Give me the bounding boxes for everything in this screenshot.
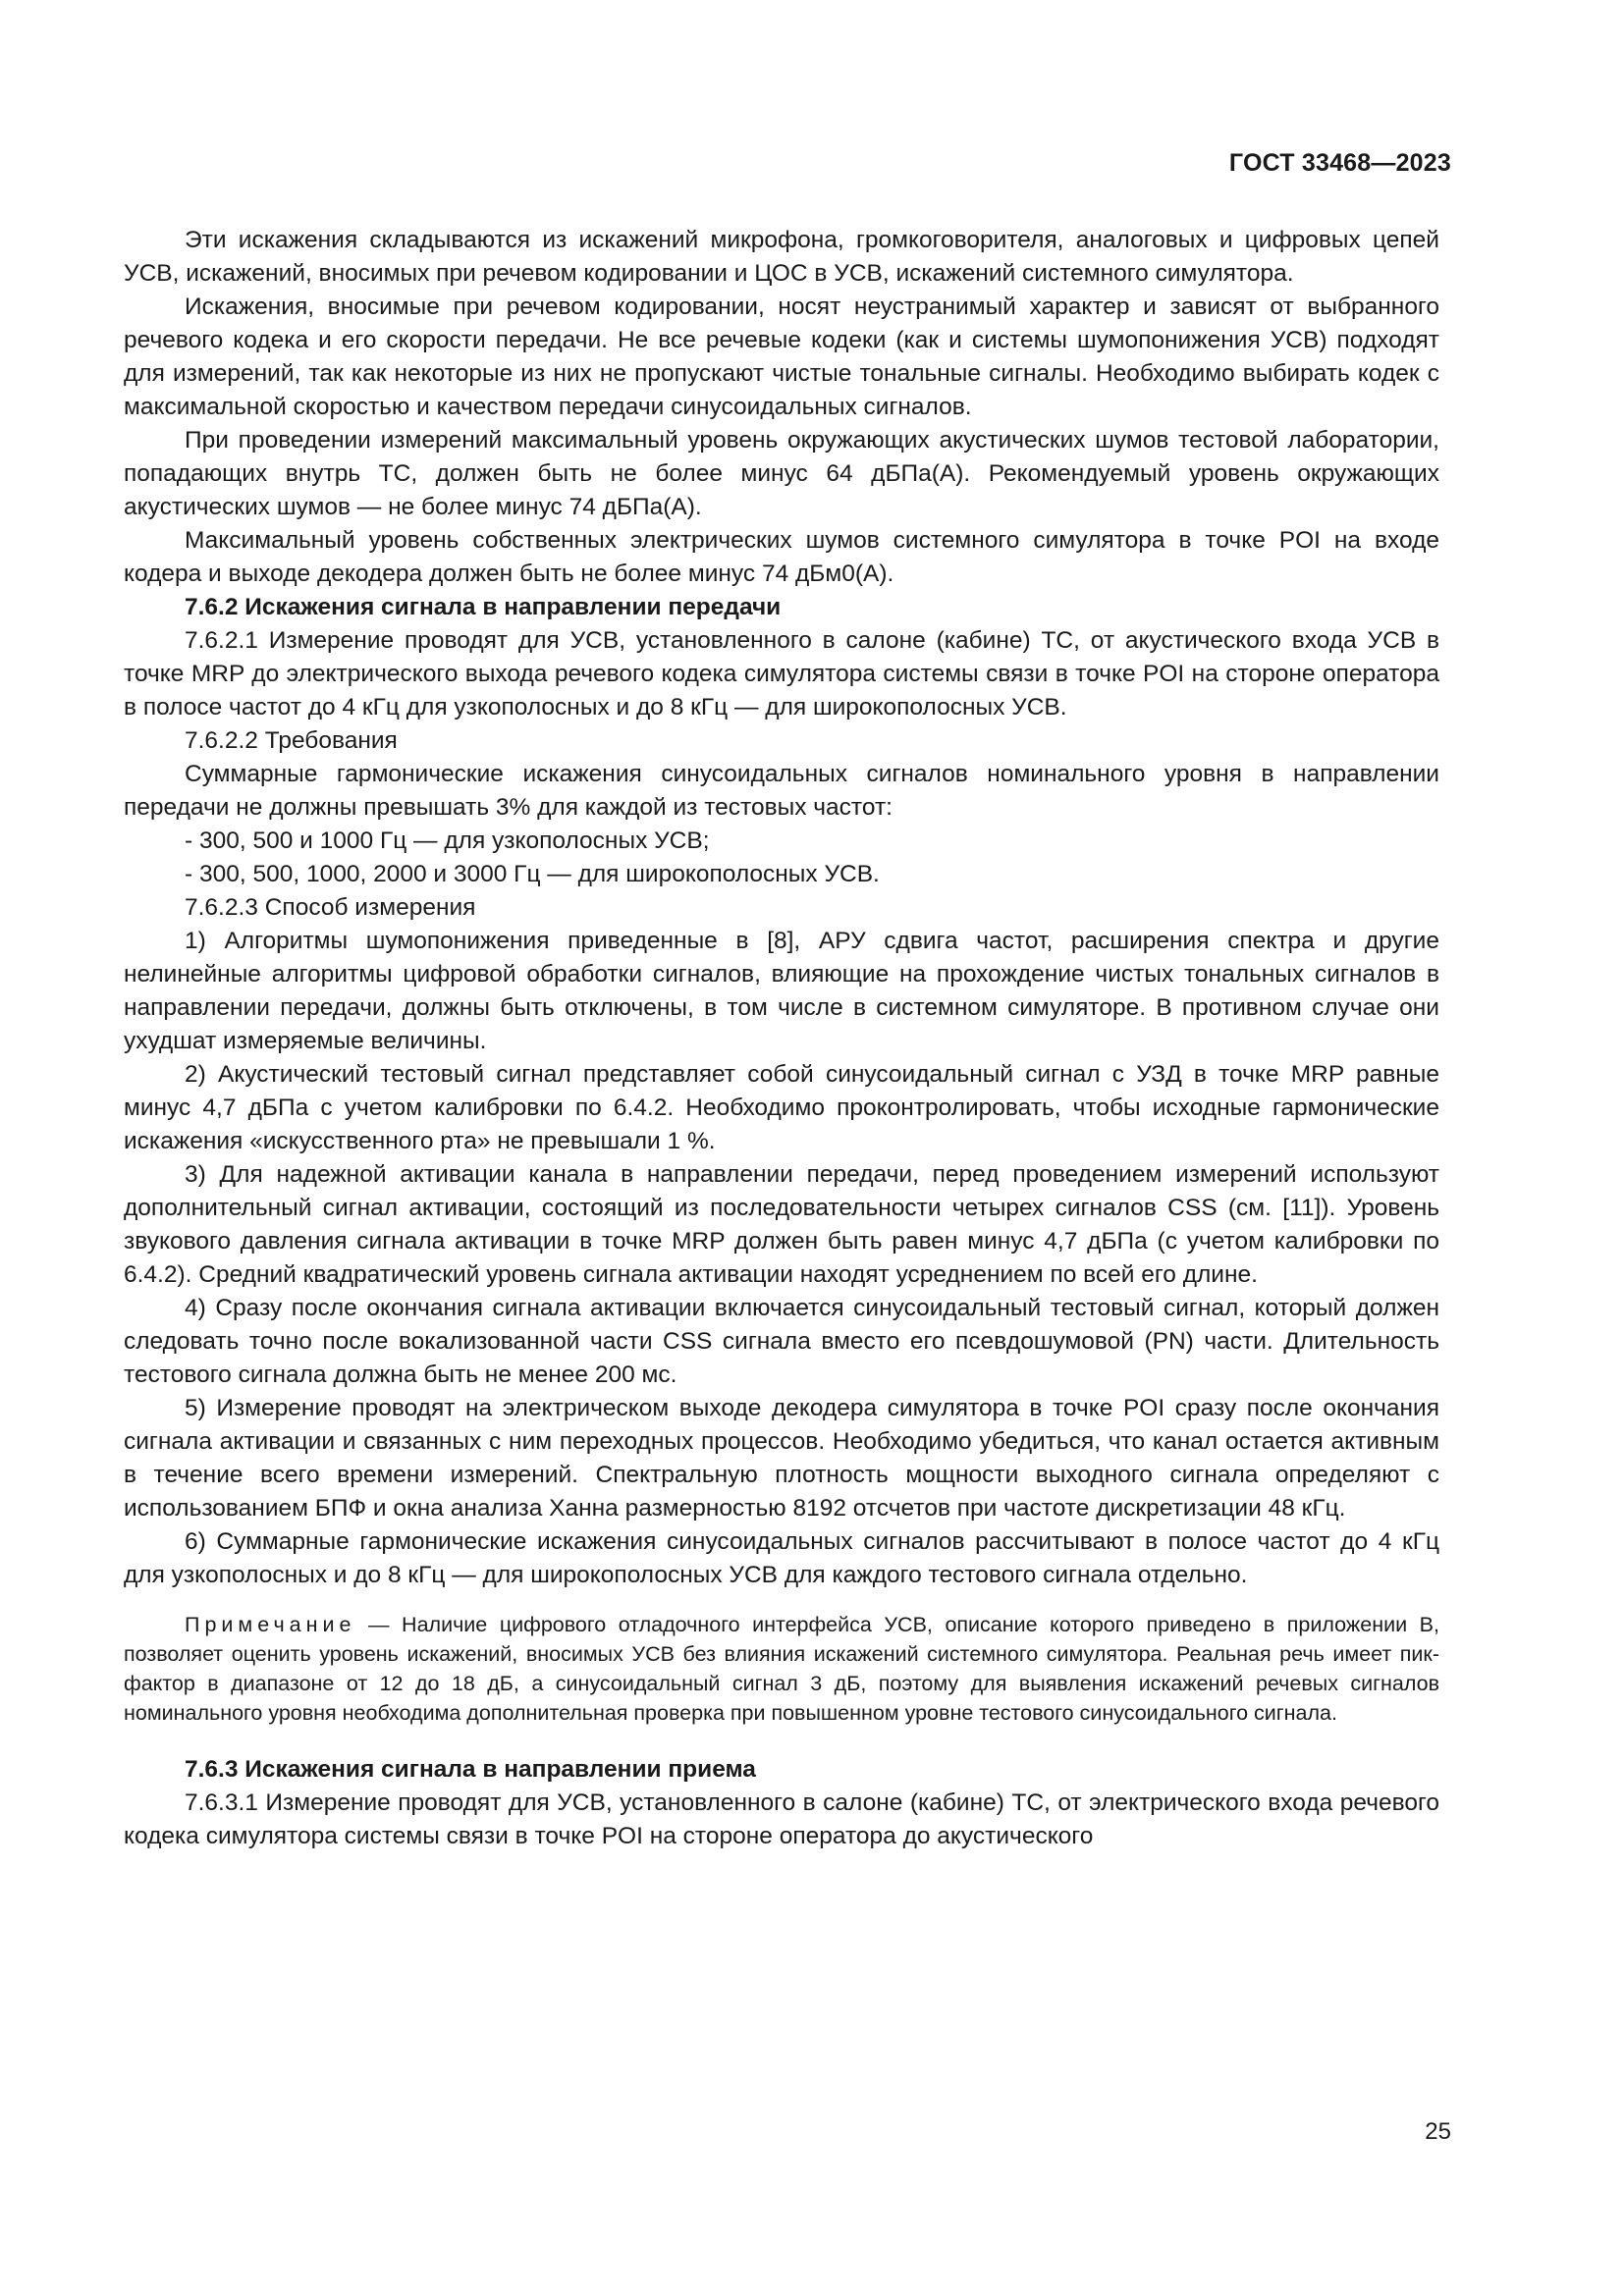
paragraph-requirements: Суммарные гармонические искажения синусоидальных сигналов номинального уровня в направлении передачи не должны превышать 3% для каждой из тестовых частот: (124, 761, 1439, 821)
standard-code-header: ГОСТ 33468—2023 (1228, 149, 1451, 177)
method-step-2: 2) Акустический тестовый сигнал представляет собой синусоидальный сигнал с УЗД в точке MRP равные минус 4,7 дБПа с учетом калибровки по 6.4.2. Необходимо проконтролировать, чтобы исходные гармонические искажения «искусственного рта» не превышали 1 %. (124, 1061, 1439, 1154)
clause-7-6-2-3-title: 7.6.2.3 Способ измерения (185, 894, 476, 921)
paragraph-ambient-noise: При проведении измерений максимальный уровень окружающих акустических шумов тестовой лаборатории, попадающих внутрь ТС, должен быть не более минус 64 дБПа(А). Рекомендуемый уровень окружающих акустических шумов — не более минус 74 дБПа(А). (124, 427, 1439, 520)
note-label: Примечание (185, 1613, 356, 1636)
page-number: 25 (1425, 2118, 1451, 2145)
paragraph-distortion-sources: Эти искажения складываются из искажений микрофона, громкоговорителя, аналоговых и цифровых цепей УСВ, искажений, вносимых при речевом кодировании и ЦОС в УСВ, искажений системного симулятора. (124, 227, 1439, 287)
method-step-1: 1) Алгоритмы шумопонижения приведенные в [8], АРУ сдвига частот, расширения спектра и другие нелинейные алгоритмы цифровой обработки сигналов, влияющие на прохождение чистых тональных сигналов в направлении передачи, должны быть отключены, в том числе в системном симуляторе. В противном случае они ухудшат измеряемые величины. (124, 928, 1439, 1054)
method-step-5: 5) Измерение проводят на электрическом выходе декодера симулятора в точке POI сразу после окончания сигнала активации и связанных с ним переходных процессов. Необходимо убедиться, что канал остается активным в течение всего времени измерений. Спектральную плотность мощности выходного сигнала определяют с использованием БПФ и окна анализа Ханна размерностью 8192 отсчетов при частоте дискретизации 48 кГц. (124, 1395, 1439, 1522)
note (124, 1610, 1439, 1728)
section-heading-7-6-2: 7.6.2 Искажения сигнала в направлении передачи (185, 594, 782, 620)
clause-7-6-2-2-title: 7.6.2.2 Требования (185, 727, 398, 754)
list-item-wideband: - 300, 500, 1000, 2000 и 3000 Гц — для широкополосных УСВ. (185, 861, 880, 887)
paragraph-codec-distortion: Искажения, вносимые при речевом кодировании, носят неустранимый характер и зависят от выбранного речевого кодека и его скорости передачи. Не все речевые кодеки (как и системы шумопонижения УСВ) подходят для измерений, так как некоторые из них не пропускают чистые тональные сигналы. Необходимо выбирать кодек с максимальной скоростью и качеством передачи синусоидальных сигналов. (124, 294, 1439, 420)
method-step-3: 3) Для надежной активации канала в направлении передачи, перед проведением измерений используют дополнительный сигнал активации, состоящий из последовательности четырех сигналов CSS (см. [11]). Уровень звукового давления сигнала активации в точке MRP должен быть равен минус 4,7 дБПа (с учетом калибровки по 6.4.2). Средний квадратический уровень сигнала активации находят усреднением по всей его длине. (124, 1161, 1439, 1288)
list-item-narrowband: - 300, 500 и 1000 Гц — для узкополосных УСВ; (185, 828, 710, 854)
clause-7-6-2-1: 7.6.2.1 Измерение проводят для УСВ, установленного в салоне (кабине) ТС, от акустического входа УСВ в точке MRP до электрического выхода речевого кодека симулятора системы связи в точке POI на стороне оператора в полосе частот до 4 кГц для узкополосных и до 8 кГц — для широкополосных УСВ. (124, 627, 1439, 721)
method-step-6: 6) Суммарные гармонические искажения синусоидальных сигналов рассчитывают в полосе частот до 4 кГц для узкополосных и до 8 кГц — для широкополосных УСВ для каждого тестового сигнала отдельно. (124, 1528, 1439, 1588)
document-body (124, 224, 1439, 1853)
method-step-4: 4) Сразу после окончания сигнала активации включается синусоидальный тестовый сигнал, который должен следовать точно после вокализованной части CSS сигнала вместо его псевдошумовой (PN) части. Длительность тестового сигнала должна быть не менее 200 мс. (124, 1295, 1439, 1388)
paragraph-simulator-noise: Максимальный уровень собственных электрических шумов системного симулятора в точке POI на входе кодера и выходе декодера должен быть не более минус 74 дБм0(А). (124, 527, 1439, 587)
clause-7-6-3-1: 7.6.3.1 Измерение проводят для УСВ, установленного в салоне (кабине) ТС, от электрического входа речевого кодека симулятора системы связи в точке POI на стороне оператора до акустического (124, 1789, 1439, 1849)
note-text: — Наличие цифрового отладочного интерфейса УСВ, описание которого приведено в приложении В, позволяет оценить уровень искажений, вносимых УСВ без влияния искажений системного симулятора. Реальная речь имеет пик-фактор в диапазоне от 12 до 18 дБ, а синусоидальный сигнал 3 дБ, поэтому для выявления искажений речевых сигналов номинального уровня необходима дополнительная проверка при повышенном уровне тестового синусоидального сигнала. (124, 1613, 1439, 1725)
section-heading-7-6-3: 7.6.3 Искажения сигнала в направлении приема (185, 1756, 756, 1783)
